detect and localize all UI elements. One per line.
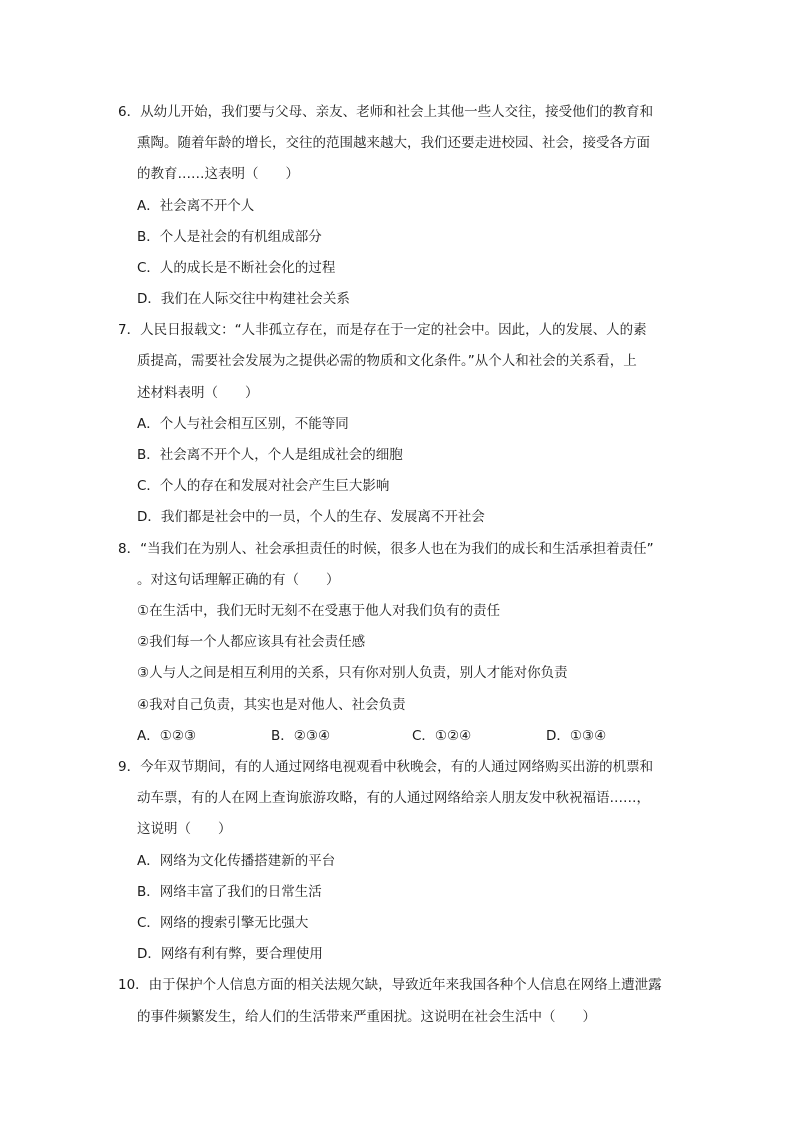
q6-option-b: B．个人是社会的有机组成部分 <box>137 229 322 245</box>
q6-stem-line-2: 熏陶。随着年龄的增长，交往的范围越来越大，我们还要走进校园、社会，接受各方面 <box>137 135 650 151</box>
q8-stem-line-2: 。对这句话理解正确的有（ ） <box>137 572 340 588</box>
q7-option-b: B．社会离不开个人，个人是组成社会的细胞 <box>137 447 403 463</box>
q8-stem-line-1: 8．“当我们在为别人、社会承担责任的时候，很多人也在为我们的成长和生活承担着责任” <box>118 541 654 557</box>
q8-statement-3: ③人与人之间是相互利用的关系，只有你对别人负责，别人才能对你负责 <box>137 665 568 681</box>
q9-option-d: D．网络有利有弊，要合理使用 <box>137 946 323 962</box>
q6-option-a: A．社会离不开个人 <box>137 198 255 214</box>
q8-statement-4: ④我对自己负责，其实也是对他人、社会负责 <box>137 697 406 713</box>
q10-stem-line-2: 的事件频繁发生，给人们的生活带来严重困扰。这说明在社会生活中（ ） <box>137 1009 596 1025</box>
q6-stem-line-3: 的教育……这表明（ ） <box>137 166 299 182</box>
q8-choice-c: C．①②④ <box>412 728 472 744</box>
q8-statement-2: ②我们每一个人都应该具有社会责任感 <box>137 634 366 650</box>
q7-stem-line-1: 7．人民日报载文：“人非孤立存在，而是存在于一定的社会中。因此，人的发展、人的素 <box>118 322 647 338</box>
q9-option-c: C．网络的搜索引擎无比强大 <box>137 915 309 931</box>
q6-option-d: D．我们在人际交往中构建社会关系 <box>137 291 350 307</box>
q9-stem-line-2: 动车票，有的人在网上查询旅游攻略，有的人通过网络给亲人朋友发中秋祝福语……， <box>137 790 650 806</box>
q8-choice-a: A．①②③ <box>137 728 197 744</box>
q7-option-a: A．个人与社会相互区别，不能等同 <box>137 416 349 432</box>
q8-choice-d: D．①③④ <box>546 728 607 744</box>
q7-option-c: C．个人的存在和发展对社会产生巨大影响 <box>137 478 390 494</box>
q10-stem-line-1: 10．由于保护个人信息方面的相关法规欠缺，导致近年来我国各种个人信息在网络上遭泄露 <box>118 977 662 993</box>
q9-stem-line-1: 9．今年双节期间，有的人通过网络电视观看中秋晚会，有的人通过网络购买出游的机票和 <box>118 759 654 775</box>
q9-option-a: A．网络为文化传播搭建新的平台 <box>137 853 336 869</box>
q7-stem-line-3: 述材料表明（ ） <box>137 385 259 401</box>
q9-stem-line-3: 这说明（ ） <box>137 821 232 837</box>
q7-stem-line-2: 质提高，需要社会发展为之提供必需的物质和文化条件。”从个人和社会的关系看，上 <box>137 353 637 369</box>
q7-option-d: D．我们都是社会中的一员，个人的生存、发展离不开社会 <box>137 509 485 525</box>
q9-option-b: B．网络丰富了我们的日常生活 <box>137 884 322 900</box>
q8-statement-1: ①在生活中，我们无时无刻不在受惠于他人对我们负有的责任 <box>137 603 501 619</box>
q6-option-c: C．人的成长是不断社会化的过程 <box>137 260 336 276</box>
q6-stem-line-1: 6．从幼儿开始，我们要与父母、亲友、老师和社会上其他一些人交往，接受他们的教育和 <box>118 104 654 120</box>
q8-choice-b: B．②③④ <box>271 728 331 744</box>
